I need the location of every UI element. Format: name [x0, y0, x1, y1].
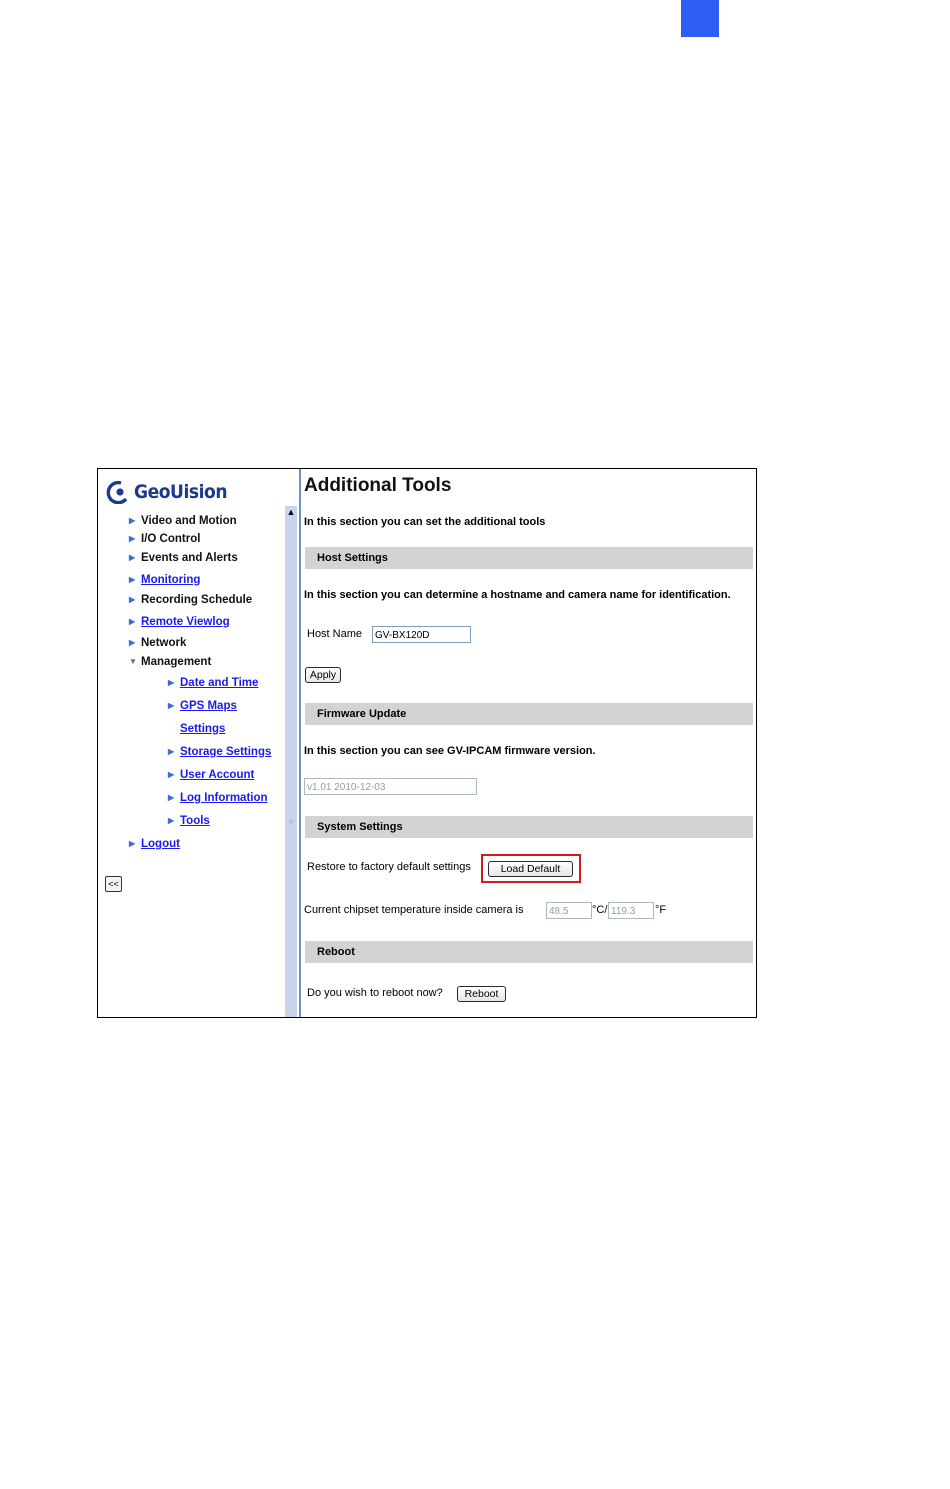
- host-name-input[interactable]: GV-BX120D: [372, 626, 471, 643]
- sidebar-item-network[interactable]: ▶ Network: [129, 637, 187, 649]
- triangle-right-icon: ▶: [129, 534, 136, 543]
- triangle-right-icon: ▶: [129, 553, 136, 562]
- collapse-sidebar-button[interactable]: <<: [105, 876, 122, 892]
- panel-divider: [299, 469, 301, 1017]
- triangle-right-icon: ▶: [129, 575, 136, 584]
- geovision-logo-icon: [106, 480, 130, 504]
- sidebar-subitem-gps-maps[interactable]: ▶ GPS Maps: [168, 700, 237, 712]
- firmware-update-desc: In this section you can see GV-IPCAM firmware version.: [304, 745, 596, 757]
- restore-default-label: Restore to factory default settings: [307, 861, 471, 873]
- sidebar: [98, 469, 284, 1017]
- triangle-right-icon: ▶: [129, 617, 136, 626]
- scroll-up-arrow-icon[interactable]: ▲: [286, 507, 296, 517]
- triangle-right-icon: ▶: [168, 816, 175, 825]
- geovision-logo: [106, 477, 237, 507]
- celsius-unit-label: °C/: [592, 904, 608, 916]
- triangle-right-icon: ▶: [129, 638, 136, 647]
- web-ui-screenshot: [97, 468, 757, 1018]
- sidebar-subitem-tools[interactable]: ▶ Tools: [168, 815, 210, 827]
- scroll-grip-icon[interactable]: ≡: [288, 817, 294, 826]
- firmware-update-header: Firmware Update: [305, 703, 753, 725]
- sidebar-scrollbar[interactable]: [285, 506, 297, 1017]
- sidebar-item-management[interactable]: ▼ Management: [129, 656, 212, 668]
- triangle-right-icon: ▶: [168, 770, 175, 779]
- sidebar-subitem-log-information[interactable]: ▶ Log Information: [168, 792, 268, 804]
- sidebar-subitem-settings[interactable]: Settings: [180, 723, 226, 735]
- sidebar-item-video-and-motion[interactable]: ▶ Video and Motion: [129, 515, 237, 527]
- logo-text: GeoUision: [134, 481, 228, 503]
- triangle-right-icon: ▶: [129, 595, 136, 604]
- reboot-header: Reboot: [305, 941, 753, 963]
- page-title: Additional Tools: [304, 475, 452, 496]
- reboot-button[interactable]: Reboot: [457, 986, 506, 1002]
- host-settings-desc: In this section you can determine a hostname and camera name for identification.: [304, 589, 731, 601]
- sidebar-item-remote-viewlog[interactable]: ▶ Remote Viewlog: [129, 616, 230, 628]
- triangle-right-icon: ▶: [168, 747, 175, 756]
- page-intro: In this section you can set the additional tools: [304, 516, 546, 528]
- sidebar-subitem-date-and-time[interactable]: ▶ Date and Time: [168, 677, 259, 689]
- load-default-button[interactable]: Load Default: [488, 861, 573, 877]
- firmware-version-field: v1.01 2010-12-03: [304, 778, 477, 795]
- host-name-label: Host Name: [307, 628, 363, 640]
- sidebar-item-io-control[interactable]: ▶ I/O Control: [129, 533, 201, 545]
- sidebar-item-monitoring[interactable]: ▶ Monitoring: [129, 574, 201, 586]
- sidebar-item-recording-schedule[interactable]: ▶ Recording Schedule: [129, 594, 253, 606]
- system-settings-header: System Settings: [305, 816, 753, 838]
- triangle-down-icon: ▼: [129, 657, 137, 666]
- sidebar-item-events-and-alerts[interactable]: ▶ Events and Alerts: [129, 552, 238, 564]
- temperature-fahrenheit-field: 119.3: [608, 902, 654, 919]
- sidebar-item-logout[interactable]: ▶ Logout: [129, 838, 180, 850]
- triangle-right-icon: ▶: [168, 701, 175, 710]
- triangle-right-icon: ▶: [168, 793, 175, 802]
- sidebar-subitem-storage-settings[interactable]: ▶ Storage Settings: [168, 746, 272, 758]
- triangle-right-icon: ▶: [168, 678, 175, 687]
- temperature-celsius-field: 48.5: [546, 902, 592, 919]
- reboot-question: Do you wish to reboot now?: [307, 987, 443, 999]
- main-panel: [303, 469, 756, 1017]
- page-corner-tab: [681, 0, 719, 37]
- host-settings-header: Host Settings: [305, 547, 753, 569]
- sidebar-subitem-user-account[interactable]: ▶ User Account: [168, 769, 255, 781]
- triangle-right-icon: ▶: [129, 516, 136, 525]
- temperature-label: Current chipset temperature inside camera is: [304, 904, 524, 916]
- fahrenheit-unit-label: °F: [655, 904, 667, 916]
- triangle-right-icon: ▶: [129, 839, 136, 848]
- apply-button[interactable]: Apply: [305, 667, 341, 683]
